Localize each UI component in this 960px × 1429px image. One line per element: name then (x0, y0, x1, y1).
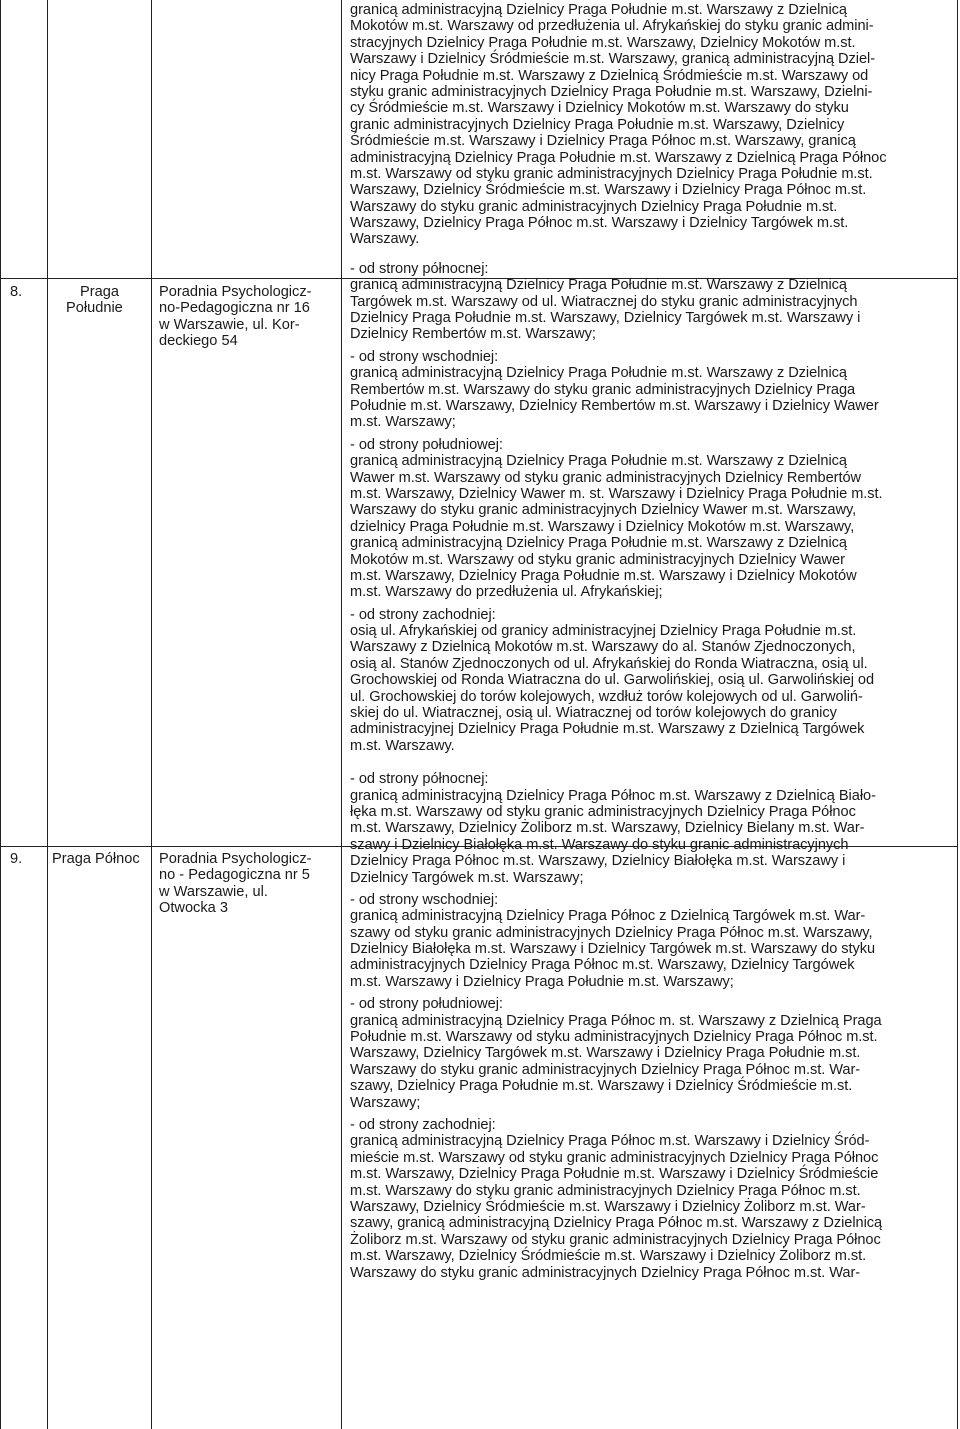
description-line: granic administracyjnych Dzielnicy Praga Południe m.st. Warszawy, Dzielnicy (350, 116, 845, 133)
description-line: m.st. Warszawy, Dzielnicy Praga Południe m.st. Warszawy i Dzielnicy Śródmieście (350, 1166, 879, 1183)
description-line: osią al. Stanów Zjednoczonych od ul. Afrykańskiej do Ronda Wiatraczna, osią ul. (350, 655, 868, 672)
column-divider-2 (151, 0, 152, 1429)
table-border-left (0, 0, 1, 1429)
description-block (350, 996, 952, 1111)
description-line: m.st. Warszawy, Dzielnicy Śródmieście m.st. Warszawy i Dzielnicy Żoliborz m.st. (350, 1248, 867, 1265)
section-heading: - od strony wschodniej: (350, 348, 499, 365)
clinic-line: w Warszawie, ul. (159, 883, 268, 900)
description-line: Warszawy. (350, 231, 420, 248)
clinic-line: Poradnia Psychologicz- (159, 284, 312, 300)
description-line: szawy, granicą administracyjną Dzielnicy Praga Północ m.st. Warszawy z Dzielnicą (350, 1215, 883, 1232)
description-line: Warszawy, Dzielnicy Śródmieście m.st. Warszawy i Dzielnicy Żoliborz m.st. War- (350, 1198, 866, 1215)
description-line: Rembertów m.st. Warszawy do styku granic administracyjnych Dzielnicy Praga (350, 381, 856, 398)
row-9-district (52, 851, 148, 867)
district-line: Praga (80, 284, 119, 300)
description-line: m.st. Warszawy. (350, 737, 455, 754)
description-line: Grochowskiej od Ronda Wiatraczna do ul. Garwolińskiej, osią ul. Garwolińskiej od (350, 672, 875, 689)
description-line: osią ul. Afrykańskiej od granicy administracyjnej Dzielnicy Praga Południe m.st. (350, 623, 857, 640)
description-line: Mokotów m.st. Warszawy od styku granic administracyjnych Dzielnicy Wawer (350, 551, 845, 568)
description-line: Warszawy, Dzielnicy Praga Północ m.st. Warszawy i Dzielnicy Targówek m.st. (350, 215, 849, 232)
description-line: Dzielnicy Praga Południe m.st. Warszawy, Dzielnicy Targówek m.st. Warszawy i (350, 310, 861, 327)
description-line: Targówek m.st. Warszawy od ul. Wiatracznej do styku granic administracyjnych (350, 293, 858, 310)
district-line: Praga Północ (52, 851, 140, 867)
description-line: granicą administracyjną Dzielnicy Praga Południe m.st. Warszawy z Dzielnicą (350, 535, 847, 552)
description-line: łęka m.st. Warszawy od styku granic administracyjnych Dzielnicy Praga Północ (350, 803, 856, 820)
description-line: Mokotów m.st. Warszawy od przedłużenia ul. Afrykańskiej do styku granic admini- (350, 18, 874, 35)
description-line: m.st. Warszawy do przedłużenia ul. Afrykańskiej; (350, 584, 663, 601)
description-block (350, 607, 952, 755)
description-line: Południe m.st. Warszawy, Dzielnicy Rembertów m.st. Warszawy i Dzielnicy Wawer (350, 397, 879, 414)
description-line: Wawer m.st. Warszawy od styku granic administracyjnych Dzielnicy Rembertów (350, 469, 862, 486)
description-line: Warszawy, Dzielnicy Śródmieście m.st. Warszawy i Dzielnicy Praga Północ m.st. (350, 182, 867, 199)
description-line: Dzielnicy Rembertów m.st. Warszawy; (350, 326, 596, 343)
column-divider-3 (341, 0, 342, 1429)
row-8-district (52, 284, 148, 317)
description-line: Żoliborz m.st. Warszawy od styku granic administracyjnych Dzielnicy Praga Północ (350, 1231, 881, 1248)
description-line: nicy Praga Południe m.st. Warszawy z Dzielnicą Śródmieście m.st. Warszawy od (350, 67, 869, 84)
description-line: stracyjnych Dzielnicy Praga Południe m.st. Warszawy, Dzielnicy Mokotów m.st. (350, 34, 856, 51)
description-line: ul. Grochowskiej do torów kolejowych, wzdłuż torów kolejowych od ul. Garwoliń- (350, 688, 863, 705)
description-line: Dzielnicy Białołęka m.st. Warszawy i Dzielnicy Targówek m.st. Warszawy do styku (350, 941, 876, 958)
description-line: Dzielnicy Praga Północ m.st. Warszawy, Dzielnicy Białołęka m.st. Warszawy i (350, 853, 846, 870)
description-line: mieście m.st. Warszawy od styku granic administracyjnych Dzielnicy Praga Północ (350, 1149, 879, 1166)
description-line: granicą administracyjną Dzielnicy Praga Południe m.st. Warszawy z Dzielnicą (350, 453, 847, 470)
clinic-line: deckiego 54 (159, 333, 238, 350)
section-heading: - od strony zachodniej: (350, 1117, 496, 1133)
clinic-line: no-Pedagogiczna nr 16 (159, 300, 310, 317)
row-9-number: 9. (10, 851, 23, 867)
description-block (350, 437, 952, 601)
description-line: m.st. Warszawy, Dzielnicy Wawer m. st. Warszawy i Dzielnicy Praga Południe m.st. (350, 485, 883, 502)
description-line: Warszawy z Dzielnicą Mokotów m.st. Warszawy do al. Stanów Zjednoczonych, (350, 639, 856, 656)
description-block (350, 771, 952, 886)
description-line: m.st. Warszawy i Dzielnicy Praga Południe m.st. Warszawy; (350, 973, 734, 990)
description-line: m.st. Warszawy do styku granic administracyjnych Dzielnicy Praga Północ m.st. (350, 1182, 861, 1199)
description-line: Warszawy do styku granic administracyjnych Dzielnicy Praga Południe m.st. (350, 198, 838, 215)
description-line: cy Śródmieście m.st. Warszawy i Dzielnicy Mokotów m.st. Warszawy do styku (350, 100, 849, 117)
description-line: granicą administracyjną Dzielnicy Praga Północ m. st. Warszawy z Dzielnicą Praga (350, 1012, 882, 1029)
description-line: Warszawy do styku granic administracyjnych Dzielnicy Praga Północ m.st. War- (350, 1264, 861, 1281)
section-heading: - od strony północnej: (350, 260, 489, 277)
description-line: dzielnicy Praga Południe m.st. Warszawy i Dzielnicy Mokotów m.st. Warszawy, (350, 518, 855, 535)
description-line: granicą administracyjną Dzielnicy Praga Południe m.st. Warszawy z Dzielnicą (350, 277, 847, 294)
boundary-description-column (350, 2, 952, 1281)
description-block (350, 892, 952, 990)
clinic-line: w Warszawie, ul. Kor- (159, 316, 300, 333)
row-9-clinic (159, 851, 337, 917)
district-line: Południe (66, 300, 123, 317)
section-heading: - od strony wschodniej: (350, 891, 499, 908)
description-line: administracyjnych Dzielnicy Praga Północ m.st. Warszawy, Dzielnicy Targówek (350, 957, 855, 974)
description-line: Warszawy i Dzielnicy Śródmieście m.st. Warszawy, granicą administracyjną Dziel- (350, 51, 876, 68)
description-line: m.st. Warszawy, Dzielnicy Praga Południe m.st. Warszawy i Dzielnicy Mokotów (350, 567, 857, 584)
clinic-line: Otwocka 3 (159, 900, 228, 917)
description-line: administracyjnej Dzielnicy Praga Południe m.st. Warszawy z Dzielnicą Targówek (350, 721, 865, 738)
description-line: Śródmieście m.st. Warszawy i Dzielnicy Praga Północ m.st. Warszawy, granicą (350, 133, 856, 150)
description-line: m.st. Warszawy od styku granic administracyjnych Dzielnicy Praga Południe m.st. (350, 165, 873, 182)
column-divider-1 (47, 0, 48, 1429)
description-line: Warszawy do styku granic administracyjnych Dzielnicy Wawer m.st. Warszawy, (350, 502, 857, 519)
description-line: Warszawy do styku granic administracyjnych Dzielnicy Praga Północ m.st. War- (350, 1061, 861, 1078)
description-line: granicą administracyjną Dzielnicy Praga Południe m.st. Warszawy z Dzielnicą (350, 365, 847, 382)
description-line: granicą administracyjną Dzielnicy Praga Północ m.st. Warszawy z Dzielnicą Biało- (350, 787, 876, 804)
section-heading: - od strony zachodniej: (350, 606, 496, 623)
description-line: m.st. Warszawy; (350, 414, 456, 431)
description-line: granicą administracyjną Dzielnicy Praga Południe m.st. Warszawy z Dzielnicą (350, 2, 847, 18)
description-line: granicą administracyjną Dzielnicy Praga Północ m.st. Warszawy i Dzielnicy Śród- (350, 1133, 870, 1150)
description-line: administracyjną Dzielnicy Praga Południe m.st. Warszawy z Dzielnicą Praga Północ (350, 149, 887, 166)
description-line: m.st. Warszawy, Dzielnicy Żoliborz m.st. Warszawy, Dzielnicy Bielany m.st. War- (350, 820, 865, 837)
description-line: granicą administracyjną Dzielnicy Praga Północ z Dzielnicą Targówek m.st. War- (350, 908, 866, 925)
row-8-number: 8. (10, 284, 23, 300)
clinic-line: Poradnia Psychologicz- (159, 851, 312, 867)
section-heading: - od strony południowej: (350, 996, 503, 1013)
description-line: szawy od styku granic administracyjnych Dzielnicy Praga Północ m.st. Warszawy, (350, 924, 873, 941)
description-line: Dzielnicy Targówek m.st. Warszawy; (350, 869, 584, 886)
description-line: Południe m.st. Warszawy od styku administracyjnych Dzielnicy Praga Północ m.st. (350, 1029, 878, 1046)
description-block (350, 2, 952, 248)
table-border-right (957, 0, 958, 1429)
description-line: skiej do ul. Wiatracznej, osią ul. Wiatracznej od torów kolejowych do granicy (350, 705, 837, 722)
description-block (350, 1117, 952, 1281)
description-block (350, 349, 952, 431)
description-block (350, 261, 952, 343)
section-heading: - od strony południowej: (350, 436, 503, 453)
clinic-line: no - Pedagogiczna nr 5 (159, 867, 310, 884)
description-line: styku granic administracyjnych Dzielnicy Praga Południe m.st. Warszawy, Dzielni- (350, 83, 873, 100)
row-8-clinic (159, 284, 337, 350)
section-heading: - od strony północnej: (350, 771, 489, 788)
description-line: szawy, Dzielnicy Praga Południe m.st. Warszawy i Dzielnicy Śródmieście m.st. (350, 1078, 853, 1095)
description-line: Warszawy; (350, 1094, 421, 1111)
description-line: Warszawy, Dzielnicy Targówek m.st. Warszawy i Dzielnicy Praga Południe m.st. (350, 1045, 861, 1062)
description-line: szawy i Dzielnicy Białołęka m.st. Warszawy do styku granic administracyjnych (350, 836, 849, 853)
